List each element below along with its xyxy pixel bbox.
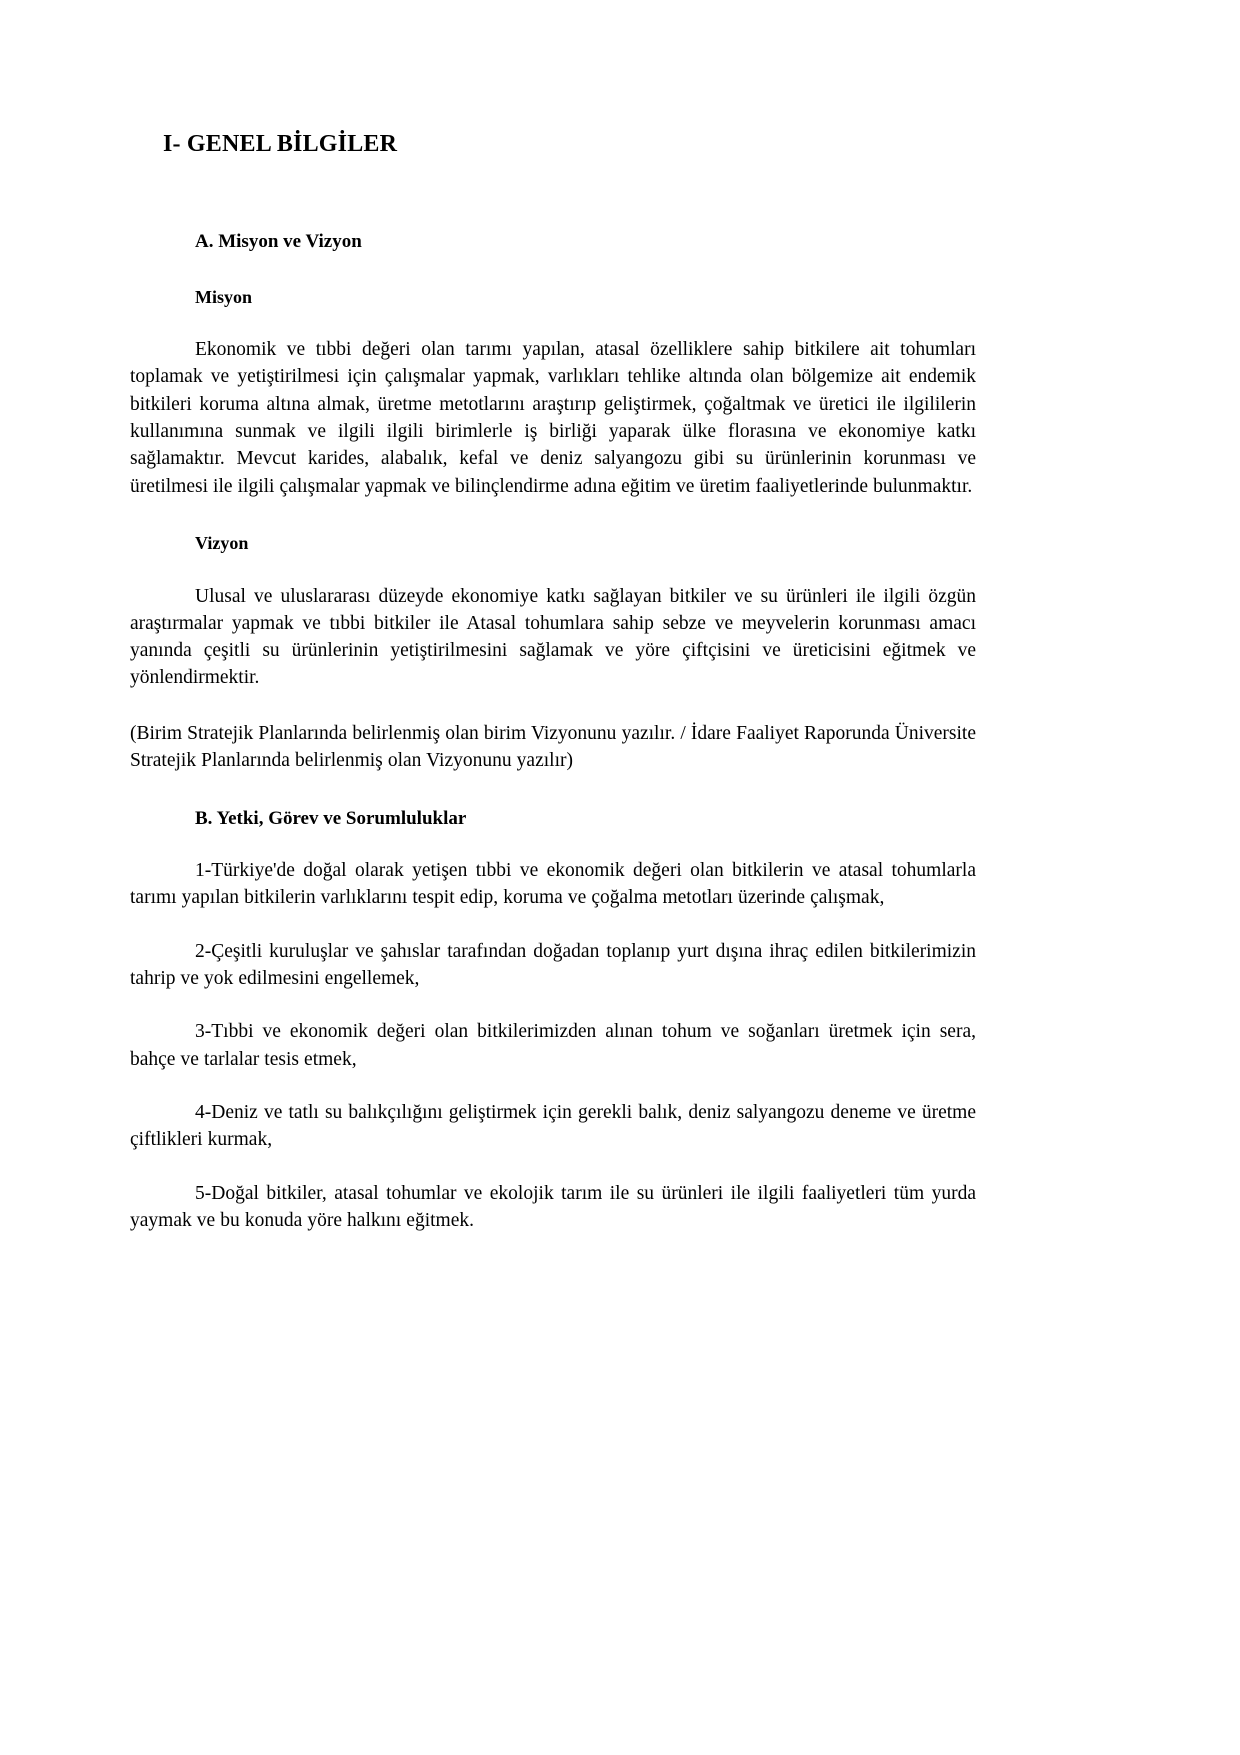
list-item-5: 5-Doğal bitkiler, atasal tohumlar ve ekolojik tarım ile su ürünleri ile ilgili faaliyetleri tüm yurda yaymak ve bu konuda yöre halkını eğitmek. — [130, 1182, 976, 1231]
paragraph-vizyon: Ulusal ve uluslararası düzeyde ekonomiye katkı sağlayan bitkiler ve su ürünleri ile ilgili özgün araştırmalar yapmak ve tıbbi bitkiler ile Atasal tohumlara sahip sebze ve meyvelerin korunması amacı yanında çeşitli su ürünlerinin yetiştirilmesini sağlamak ve yöre çiftçisini ve üreticisini eğitmek ve yönlendirmektir. — [130, 585, 976, 689]
list-item-1: 1-Türkiye'de doğal olarak yetişen tıbbi ve ekonomik değeri olan bitkilerin ve atasal tohumlarla tarımı yapılan bitkilerin varlıklarını tespit edip, koruma ve çoğalma metotları üzerinde çalışmak, — [130, 860, 976, 909]
list-item-2: 2-Çeşitli kuruluşlar ve şahıslar tarafından doğadan toplanıp yurt dışına ihraç edilen bitkilerimizin tahrip ve yok edilmesini engellemek, — [130, 940, 976, 990]
paragraph-vizyon-note: (Birim Stratejik Planlarında belirlenmiş olan birim Vizyonunu yazılır. / İdare Faaliyet Raporunda Üniversite Stratejik Planlarında belirlenmiş olan Vizyonunu yazılır) — [130, 722, 976, 772]
page-title: I- GENEL BİLGİLER — [163, 131, 398, 157]
subsection-heading-vizyon: Vizyon — [195, 532, 249, 553]
list-item-4: 4-Deniz ve tatlı su balıkçılığını geliştirmek için gerekli balık, deniz salyangozu deneme ve üretme çiftlikleri kurmak, — [130, 1101, 976, 1151]
subsection-heading-misyon: Misyon — [195, 286, 253, 307]
list-item-3: 3-Tıbbi ve ekonomik değeri olan bitkilerimizden alınan tohum ve soğanları üretmek için sera, bahçe ve tarlalar tesis etmek, — [130, 1021, 976, 1070]
section-heading-a: A. Misyon ve Vizyon — [195, 230, 362, 252]
section-heading-b: B. Yetki, Görev ve Sorumluluklar — [195, 808, 467, 830]
document-body — [130, 0, 976, 1234]
paragraph-misyon: Ekonomik ve tıbbi değeri olan tarımı yapılan, atasal özelliklere sahip bitkilere ait tohumları toplamak ve yetiştirilmesi için çalışmalar yapmak, varlıkları tehlike altında olan bölgemize ait endemik bitkileri koruma altına almak, üretme metotlarını araştırıp geliştirmek, çoğaltmak ve üretici ile ilgililerin kullanımına sunmak ve ilgili ilgili birimlerle iş birliği yaparak ülke florasına ve ekonomiye katkı sağlamaktır. Mevcut karides, alabalık, kefal ve deniz salyangozu gibi su ürünlerinin korunması ve üretilmesi ile ilgili çalışmalar yapmak ve bilinçlendirme adına eğitim ve üretim faaliyetlerinde bulunmaktır. — [130, 339, 976, 497]
